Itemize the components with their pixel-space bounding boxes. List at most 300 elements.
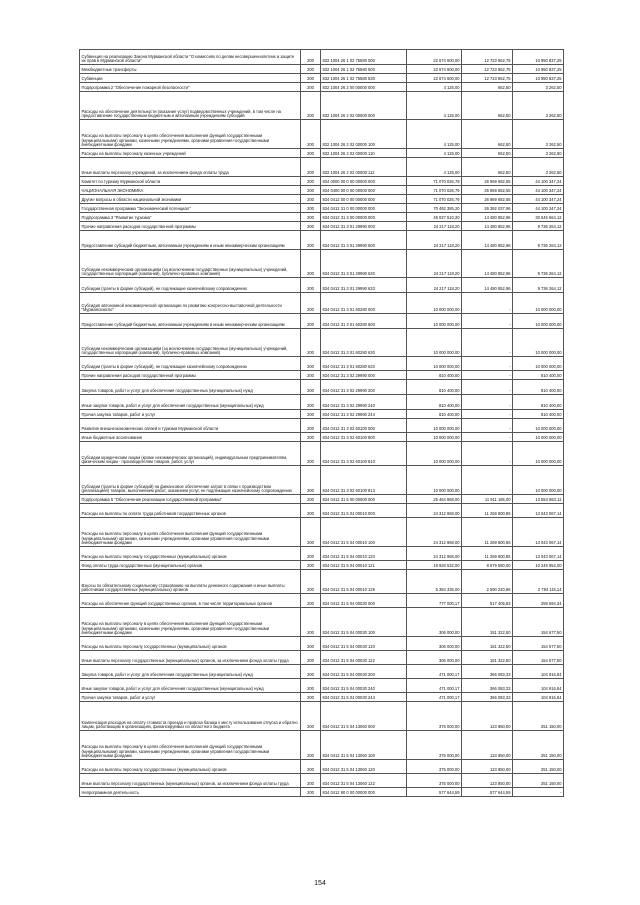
row-name: Субсидии (гранты в форме субсидий), не подлежащие казначейскому сопровождению [80, 357, 301, 371]
row-executed: - [462, 293, 513, 314]
row-code: 200 [301, 195, 321, 204]
row-approved: 375 000,00 [407, 760, 462, 774]
row-unexecuted: 810 400,00 [513, 395, 564, 410]
row-unexecuted: 10 000 000,00 [513, 419, 564, 433]
row-executed: 662,50 [462, 158, 513, 177]
table-row [80, 410, 564, 419]
row-name: Субсидии юридическим лицам (кроме некоммерческих организаций), индивидуальным предпринимателям, физическим лицам - производителям товаров, работ, услуг [80, 442, 301, 466]
row-code: 200 [301, 594, 321, 608]
row-code: 200 [301, 410, 321, 419]
row-code: 200 [301, 788, 321, 797]
row-code: 200 [301, 83, 321, 92]
table-row [80, 92, 564, 120]
row-kbk: 832 1004 26 2 00 00000 000 [321, 83, 407, 92]
row-unexecuted: 251 150,00 [513, 731, 564, 760]
row-kbk: 834 0412 31 3 01 29990 630 [321, 250, 407, 278]
row-kbk: 832 1004 26 1 02 75580 000 [321, 50, 407, 65]
row-unexecuted: 251 150,00 [513, 774, 564, 788]
row-approved: 24 217 118,20 [407, 250, 462, 278]
row-kbk: 834 0412 31 5 04 00010 129 [321, 570, 407, 594]
row-code: 200 [301, 204, 321, 213]
row-unexecuted: 13 043 067,14 [513, 518, 564, 547]
row-executed: 12 723 862,75 [462, 50, 513, 65]
row-approved: 306 000,00 [407, 651, 462, 665]
row-executed: - [462, 371, 513, 380]
row-unexecuted: 9 736 264,12 [513, 222, 564, 231]
row-kbk: 832 1004 26 1 02 75580 530 [321, 74, 407, 83]
table-row [80, 495, 564, 504]
row-kbk: 832 1004 26 2 02 00000 110 [321, 149, 407, 158]
row-code: 200 [301, 702, 321, 731]
row-approved: 71 070 026,79 [407, 177, 462, 186]
row-unexecuted: 10 000 000,00 [513, 293, 564, 314]
row-name: Взносы по обязательному социальному страхованию на выплаты денежного содержания и иные выплаты работникам государственных (муниципальных) органов [80, 570, 301, 594]
row-unexecuted: 104 916,84 [513, 679, 564, 693]
table-row [80, 314, 564, 329]
row-unexecuted: 13 043 067,14 [513, 504, 564, 518]
table-row [80, 50, 564, 65]
row-code: 200 [301, 395, 321, 410]
row-executed: - [462, 314, 513, 329]
table-row [80, 774, 564, 788]
row-unexecuted: 154 677,50 [513, 608, 564, 637]
row-approved: 10 000 000,00 [407, 357, 462, 371]
row-name: Предоставление субсидий бюджетным, автономным учреждениям и иным некоммерческим организациям [80, 314, 301, 329]
table-row [80, 561, 564, 570]
row-kbk: 834 0412 31 5 04 13060 100 [321, 731, 407, 760]
row-kbk: 834 0412 31 3 01 29990 633 [321, 278, 407, 293]
row-executed: 12 723 862,75 [462, 65, 513, 74]
row-approved: 24 312 868,00 [407, 504, 462, 518]
row-name: Межбюджетные трансферты [80, 65, 301, 74]
row-approved: 70 492 385,20 [407, 204, 462, 213]
row-unexecuted: 3 262,50 [513, 92, 564, 120]
row-code: 200 [301, 419, 321, 433]
row-approved: 375 000,00 [407, 702, 462, 731]
table-row [80, 442, 564, 466]
row-code: 200 [301, 293, 321, 314]
row-executed: 366 083,33 [462, 665, 513, 679]
row-kbk: 834 0412 31 3 02 60100 813 [321, 466, 407, 495]
row-code: 200 [301, 651, 321, 665]
row-approved: 4 125,00 [407, 149, 462, 158]
table-row [80, 504, 564, 518]
row-kbk: 832 1004 26 2 02 00000 000 [321, 92, 407, 120]
row-kbk: 834 0412 31 5 04 13060 122 [321, 774, 407, 788]
row-kbk: 834 0412 31 3 00 00000 000 [321, 213, 407, 222]
row-executed: - [462, 466, 513, 495]
row-unexecuted: 13 043 067,14 [513, 547, 564, 561]
row-name: Расходы на обеспечение функций государственных органов, в том числе территориальных органов [80, 594, 301, 608]
row-kbk: 834 0412 31 5 04 00030 100 [321, 608, 407, 637]
row-name: Субвенции [80, 74, 301, 83]
row-approved: 471 000,17 [407, 665, 462, 679]
row-name: Развитие внешнеэкономических связей и туризма Мурманской области [80, 419, 301, 433]
row-code: 200 [301, 371, 321, 380]
row-code: 200 [301, 186, 321, 195]
row-code: 200 [301, 177, 321, 186]
row-kbk: 834 0412 31 5 04 00030 000 [321, 594, 407, 608]
row-executed: 662,50 [462, 92, 513, 120]
row-code: 200 [301, 278, 321, 293]
row-name: Иные выплаты персоналу учреждений, за исключением фонда оплаты труда [80, 158, 301, 177]
row-name: Расходы на выплаты персоналу в целях обеспечения выполнения функций государственными (муниципальными) органами, казенными учреждениями, органами управления государственными внебюджетными фондами [80, 608, 301, 637]
row-executed: 151 322,50 [462, 651, 513, 665]
row-approved: 577 644,59 [407, 788, 462, 797]
row-unexecuted: 10 000 000,00 [513, 442, 564, 466]
table-row [80, 693, 564, 702]
row-kbk: 834 0412 31 3 01 60280 633 [321, 357, 407, 371]
row-name: Компенсация расходов на оплату стоимости проезда и провоза багажа к месту использования отпуска и обратно лицам, работающим в организациях, финансируемых из областного бюджета [80, 702, 301, 731]
row-name: Субсидии (гранты в форме субсидий) на финансовое обеспечение затрат в связи с производством (реализацией) товаров, выполнением работ, оказанием услуг, не подлежащие казначейскому сопровождению [80, 466, 301, 495]
row-code: 200 [301, 637, 321, 651]
row-name: Иные выплаты персоналу государственных (муниципальных) органов, за исключением фонда оплаты труда [80, 774, 301, 788]
row-kbk: 834 0412 31 3 01 60280 000 [321, 293, 407, 314]
row-approved: 375 000,00 [407, 731, 462, 760]
row-code: 200 [301, 329, 321, 357]
row-kbk: 834 0412 31 5 00 00000 000 [321, 495, 407, 504]
row-kbk: 834 0412 31 3 01 60280 600 [321, 314, 407, 329]
row-approved: 24 217 118,20 [407, 231, 462, 250]
row-code: 200 [301, 731, 321, 760]
row-executed: 123 850,00 [462, 702, 513, 731]
row-code: 200 [301, 693, 321, 702]
table-row [80, 278, 564, 293]
row-kbk: 834 0412 31 5 04 00030 240 [321, 679, 407, 693]
row-kbk: 834 0412 31 5 04 13060 120 [321, 760, 407, 774]
row-kbk: 834 0412 90 0 00 00000 000 [321, 788, 407, 797]
row-kbk: 834 0412 00 0 00 00000 000 [321, 195, 407, 204]
table-row [80, 149, 564, 158]
row-executed: - [462, 410, 513, 419]
row-name: Расходы на выплаты персоналу казенных учреждений [80, 149, 301, 158]
table-row [80, 204, 564, 213]
row-approved: 471 000,17 [407, 693, 462, 702]
row-approved: 25 464 868,00 [407, 495, 462, 504]
row-approved: 10 000 000,00 [407, 466, 462, 495]
row-approved: 777 000,17 [407, 594, 462, 608]
table-row [80, 395, 564, 410]
row-executed: 14 480 852,96 [462, 222, 513, 231]
table-row [80, 231, 564, 250]
row-code: 200 [301, 561, 321, 570]
row-code: 200 [301, 213, 321, 222]
row-kbk: 834 0412 31 3 02 60100 810 [321, 442, 407, 466]
row-kbk: 834 0412 31 5 04 00030 122 [321, 651, 407, 665]
row-executed: - [462, 329, 513, 357]
row-name: Расходы на выплаты персоналу в целях обеспечения выполнения функций государственными (муниципальными) органами, казенными учреждениями, органами управления государственными внебюджетными фондами [80, 731, 301, 760]
row-executed: 577 644,59 [462, 788, 513, 797]
row-name: Другие вопросы в области национальной экономики [80, 195, 301, 204]
row-unexecuted: 3 262,50 [513, 83, 564, 92]
row-approved: 18 928 532,00 [407, 561, 462, 570]
row-code: 200 [301, 518, 321, 547]
row-approved: 810 400,00 [407, 410, 462, 419]
row-unexecuted: 10 950 837,25 [513, 65, 564, 74]
row-kbk: 834 0412 31 5 04 00030 120 [321, 637, 407, 651]
row-name: Прочие направления расходов государственной программы [80, 371, 301, 380]
row-unexecuted: 44 100 347,24 [513, 204, 564, 213]
row-executed: 123 850,00 [462, 760, 513, 774]
row-unexecuted: 9 736 264,12 [513, 231, 564, 250]
row-executed: 151 322,50 [462, 608, 513, 637]
row-code: 200 [301, 608, 321, 637]
row-code: 200 [301, 74, 321, 83]
table-row [80, 594, 564, 608]
row-unexecuted: 251 150,00 [513, 760, 564, 774]
row-name: Расходы на обеспечение деятельности (оказание услуг) подведомственных учреждений, в том числе на предоставление государственным бюджетным и автономным учреждениям субсидий [80, 92, 301, 120]
row-approved: 10 000 000,00 [407, 433, 462, 442]
row-executed: - [462, 433, 513, 442]
row-kbk: 832 1004 26 1 02 75580 500 [321, 65, 407, 74]
row-code: 200 [301, 250, 321, 278]
table-row [80, 65, 564, 74]
row-unexecuted: 10 000 000,00 [513, 314, 564, 329]
row-unexecuted: 13 553 683,12 [513, 495, 564, 504]
row-executed: 662,50 [462, 83, 513, 92]
row-executed: 662,50 [462, 149, 513, 158]
row-unexecuted: 10 000 000,00 [513, 433, 564, 442]
row-unexecuted: 810 400,00 [513, 371, 564, 380]
row-kbk: 834 0412 31 3 02 60100 800 [321, 433, 407, 442]
row-code: 200 [301, 774, 321, 788]
row-unexecuted: 810 400,00 [513, 380, 564, 395]
row-code: 200 [301, 50, 321, 65]
row-approved: 22 674 600,00 [407, 50, 462, 65]
row-name: Субсидии некоммерческим организациям (за исключением государственных (муниципальных) учреждений, государственных корпораций (компаний), публично-правовых компаний) [80, 250, 301, 278]
row-name: Комитет по туризму Мурманской области [80, 177, 301, 186]
row-name: Субсидия автономной некоммерческой организации по развитию конгрессно-выставочной деятельности "Мурманскэкспо" [80, 293, 301, 314]
row-unexecuted: 154 677,50 [513, 637, 564, 651]
row-unexecuted: 44 100 347,24 [513, 177, 564, 186]
row-executed: 517 405,83 [462, 594, 513, 608]
row-unexecuted: 104 916,84 [513, 665, 564, 679]
row-name: Субсидии (гранты в форме субсидий), не подлежащие казначейскому сопровождению [80, 278, 301, 293]
row-approved: 71 070 026,79 [407, 186, 462, 195]
table-row [80, 731, 564, 760]
row-executed: - [462, 419, 513, 433]
table-row [80, 788, 564, 797]
row-unexecuted: 9 736 264,12 [513, 250, 564, 278]
row-approved: 471 000,17 [407, 679, 462, 693]
table-body [80, 50, 564, 797]
row-executed: 11 269 800,86 [462, 518, 513, 547]
row-kbk: 832 1004 26 2 02 00000 112 [321, 158, 407, 177]
row-code: 200 [301, 158, 321, 177]
row-kbk: 834 0412 31 5 04 00010 120 [321, 547, 407, 561]
row-name: Иные бюджетные ассигнования [80, 433, 301, 442]
row-approved: 10 000 000,00 [407, 329, 462, 357]
row-kbk: 834 0412 31 5 04 00010 121 [321, 561, 407, 570]
row-unexecuted: 3 262,50 [513, 158, 564, 177]
table-row [80, 83, 564, 92]
row-name: Иные закупки товаров, работ и услуг для обеспечения государственных (муниципальных) нужд [80, 679, 301, 693]
row-name: Субвенция на реализацию Закона Мурманской области "О комиссиях по делам несовершеннолетних и защите их прав в Мурманской области" [80, 50, 301, 65]
row-approved: 4 125,00 [407, 83, 462, 92]
row-executed: - [462, 380, 513, 395]
row-name: Государственная программа "Экономический потенциал" [80, 204, 301, 213]
table-row [80, 357, 564, 371]
row-kbk: 834 0412 31 3 01 60280 630 [321, 329, 407, 357]
row-code: 200 [301, 357, 321, 371]
row-name: Закупка товаров, работ и услуг для обеспечения государственных (муниципальных) нужд [80, 380, 301, 395]
row-name: Иные выплаты персоналу государственных (муниципальных) органов, за исключением фонда оплаты труда [80, 651, 301, 665]
row-unexecuted: - [513, 788, 564, 797]
row-approved: 22 674 600,00 [407, 65, 462, 74]
row-approved: 45 027 510,20 [407, 213, 462, 222]
table-row [80, 186, 564, 195]
row-code: 200 [301, 466, 321, 495]
row-executed: 8 679 580,00 [462, 561, 513, 570]
row-unexecuted: 2 794 115,14 [513, 570, 564, 594]
row-name: Субсидии некоммерческим организациям (за исключением государственных (муниципальных) учреждений, государственных корпораций (компаний), публично-правовых компаний) [80, 329, 301, 357]
row-executed: 14 480 852,96 [462, 213, 513, 222]
row-approved: 375 000,00 [407, 774, 462, 788]
row-kbk: 834 0412 31 3 02 29990 200 [321, 380, 407, 395]
table-row [80, 120, 564, 149]
row-code: 200 [301, 314, 321, 329]
row-kbk: 834 0412 31 5 04 00030 200 [321, 665, 407, 679]
table-row [80, 547, 564, 561]
table-row [80, 293, 564, 314]
table-row [80, 380, 564, 395]
row-executed: 26 969 682,55 [462, 195, 513, 204]
budget-execution-table [79, 49, 564, 797]
row-kbk: 834 0412 31 3 01 29990 600 [321, 231, 407, 250]
row-name: Прочая закупка товаров, работ и услуг [80, 693, 301, 702]
table-row [80, 760, 564, 774]
row-executed: 366 083,33 [462, 679, 513, 693]
table-row [80, 222, 564, 231]
row-code: 200 [301, 760, 321, 774]
row-name: Иные закупки товаров, работ и услуг для обеспечения государственных (муниципальных) нужд [80, 395, 301, 410]
table-row [80, 433, 564, 442]
page-number: 154 [314, 880, 326, 887]
row-executed: - [462, 395, 513, 410]
row-kbk: 834 0412 31 3 02 29990 244 [321, 410, 407, 419]
row-executed: 26 969 682,55 [462, 177, 513, 186]
row-unexecuted: 104 916,84 [513, 693, 564, 702]
row-code: 200 [301, 231, 321, 250]
row-name: Непрограммная деятельность [80, 788, 301, 797]
table-row [80, 329, 564, 357]
row-unexecuted: 10 000 000,00 [513, 466, 564, 495]
row-executed: 123 850,00 [462, 731, 513, 760]
row-unexecuted: 30 546 664,12 [513, 213, 564, 222]
row-name: Прочая закупка товаров, работ и услуг [80, 410, 301, 419]
row-code: 200 [301, 222, 321, 231]
row-approved: 24 312 868,00 [407, 518, 462, 547]
row-code: 200 [301, 120, 321, 149]
row-code: 200 [301, 433, 321, 442]
row-unexecuted: 3 262,50 [513, 149, 564, 158]
row-code: 200 [301, 92, 321, 120]
row-approved: 306 000,00 [407, 608, 462, 637]
table-row [80, 419, 564, 433]
row-executed: - [462, 442, 513, 466]
row-code: 200 [301, 495, 321, 504]
row-unexecuted: 3 262,50 [513, 120, 564, 149]
row-approved: 4 125,00 [407, 120, 462, 149]
table-row [80, 679, 564, 693]
row-name: Расходы на выплаты персоналу в целях обеспечения выполнения функций государственными (муниципальными) органами, казенными учреждениями, органами управления государственными внебюджетными фондами [80, 120, 301, 149]
row-executed: 11 269 800,86 [462, 547, 513, 561]
row-kbk: 834 0412 31 5 04 00010 100 [321, 518, 407, 547]
row-approved: 810 400,00 [407, 380, 462, 395]
row-approved: 10 000 000,00 [407, 314, 462, 329]
row-kbk: 834 0412 31 3 02 29990 240 [321, 395, 407, 410]
row-code: 200 [301, 679, 321, 693]
row-approved: 71 070 026,79 [407, 195, 462, 204]
table-row [80, 177, 564, 186]
row-unexecuted: 154 677,50 [513, 651, 564, 665]
row-unexecuted: 10 950 837,25 [513, 50, 564, 65]
row-name: Предоставление субсидий бюджетным, автономным учреждениям и иным некоммерческим организациям [80, 231, 301, 250]
row-executed: 14 480 852,96 [462, 231, 513, 250]
row-approved: 22 674 600,00 [407, 74, 462, 83]
row-code: 200 [301, 547, 321, 561]
row-name: Расходы на выплаты персоналу в целях обеспечения выполнения функций государственными (муниципальными) органами, казенными учреждениями, органами управления государственными внебюджетными фондами [80, 518, 301, 547]
row-unexecuted: 10 000 000,00 [513, 329, 564, 357]
row-name: Расходы на выплаты персоналу государственных (муниципальных) органов [80, 637, 301, 651]
row-kbk: 834 0412 31 3 01 29990 000 [321, 222, 407, 231]
table-row [80, 74, 564, 83]
row-executed: 123 850,00 [462, 774, 513, 788]
row-code: 200 [301, 149, 321, 158]
row-kbk: 834 0412 31 5 04 13060 000 [321, 702, 407, 731]
table-row [80, 518, 564, 547]
row-kbk: 834 0412 31 5 04 00030 244 [321, 693, 407, 702]
table-row [80, 702, 564, 731]
row-name: Подпрограмма 2 "Обеспечение пожарной безопасности" [80, 83, 301, 92]
row-kbk: 834 0400 00 0 00 00000 000 [321, 186, 407, 195]
row-unexecuted: 10 950 837,25 [513, 74, 564, 83]
row-kbk: 832 1004 26 2 02 00000 100 [321, 120, 407, 149]
row-name: Фонд оплаты труда государственных (муниципальных) органов [80, 561, 301, 570]
table-row [80, 637, 564, 651]
row-executed: - [462, 357, 513, 371]
table-row [80, 466, 564, 495]
table-row [80, 195, 564, 204]
row-name: Расходы на выплаты по оплате труда работников государственных органов [80, 504, 301, 518]
row-code: 200 [301, 570, 321, 594]
row-approved: 24 217 118,20 [407, 278, 462, 293]
row-approved: 10 000 000,00 [407, 442, 462, 466]
row-executed: 26 969 682,55 [462, 186, 513, 195]
row-code: 200 [301, 504, 321, 518]
row-name: Расходы на выплаты персоналу государственных (муниципальных) органов [80, 547, 301, 561]
row-kbk: 834 0412 31 5 04 00010 000 [321, 504, 407, 518]
row-approved: 10 000 000,00 [407, 419, 462, 433]
row-unexecuted: 251 150,00 [513, 702, 564, 731]
row-name: Подпрограмма 3 "Развитие туризма" [80, 213, 301, 222]
row-approved: 24 217 118,20 [407, 222, 462, 231]
row-unexecuted: 10 248 952,00 [513, 561, 564, 570]
row-unexecuted: 44 100 347,24 [513, 186, 564, 195]
table-row [80, 158, 564, 177]
row-code: 200 [301, 665, 321, 679]
row-approved: 810 400,00 [407, 371, 462, 380]
row-executed: 662,50 [462, 120, 513, 149]
row-unexecuted: 9 736 264,12 [513, 278, 564, 293]
row-name: НАЦИОНАЛЬНАЯ ЭКОНОМИКА [80, 186, 301, 195]
row-approved: 4 125,00 [407, 158, 462, 177]
row-code: 200 [301, 65, 321, 74]
row-approved: 810 400,00 [407, 395, 462, 410]
row-code: 200 [301, 442, 321, 466]
row-approved: 10 000 000,00 [407, 293, 462, 314]
row-approved: 306 000,00 [407, 637, 462, 651]
